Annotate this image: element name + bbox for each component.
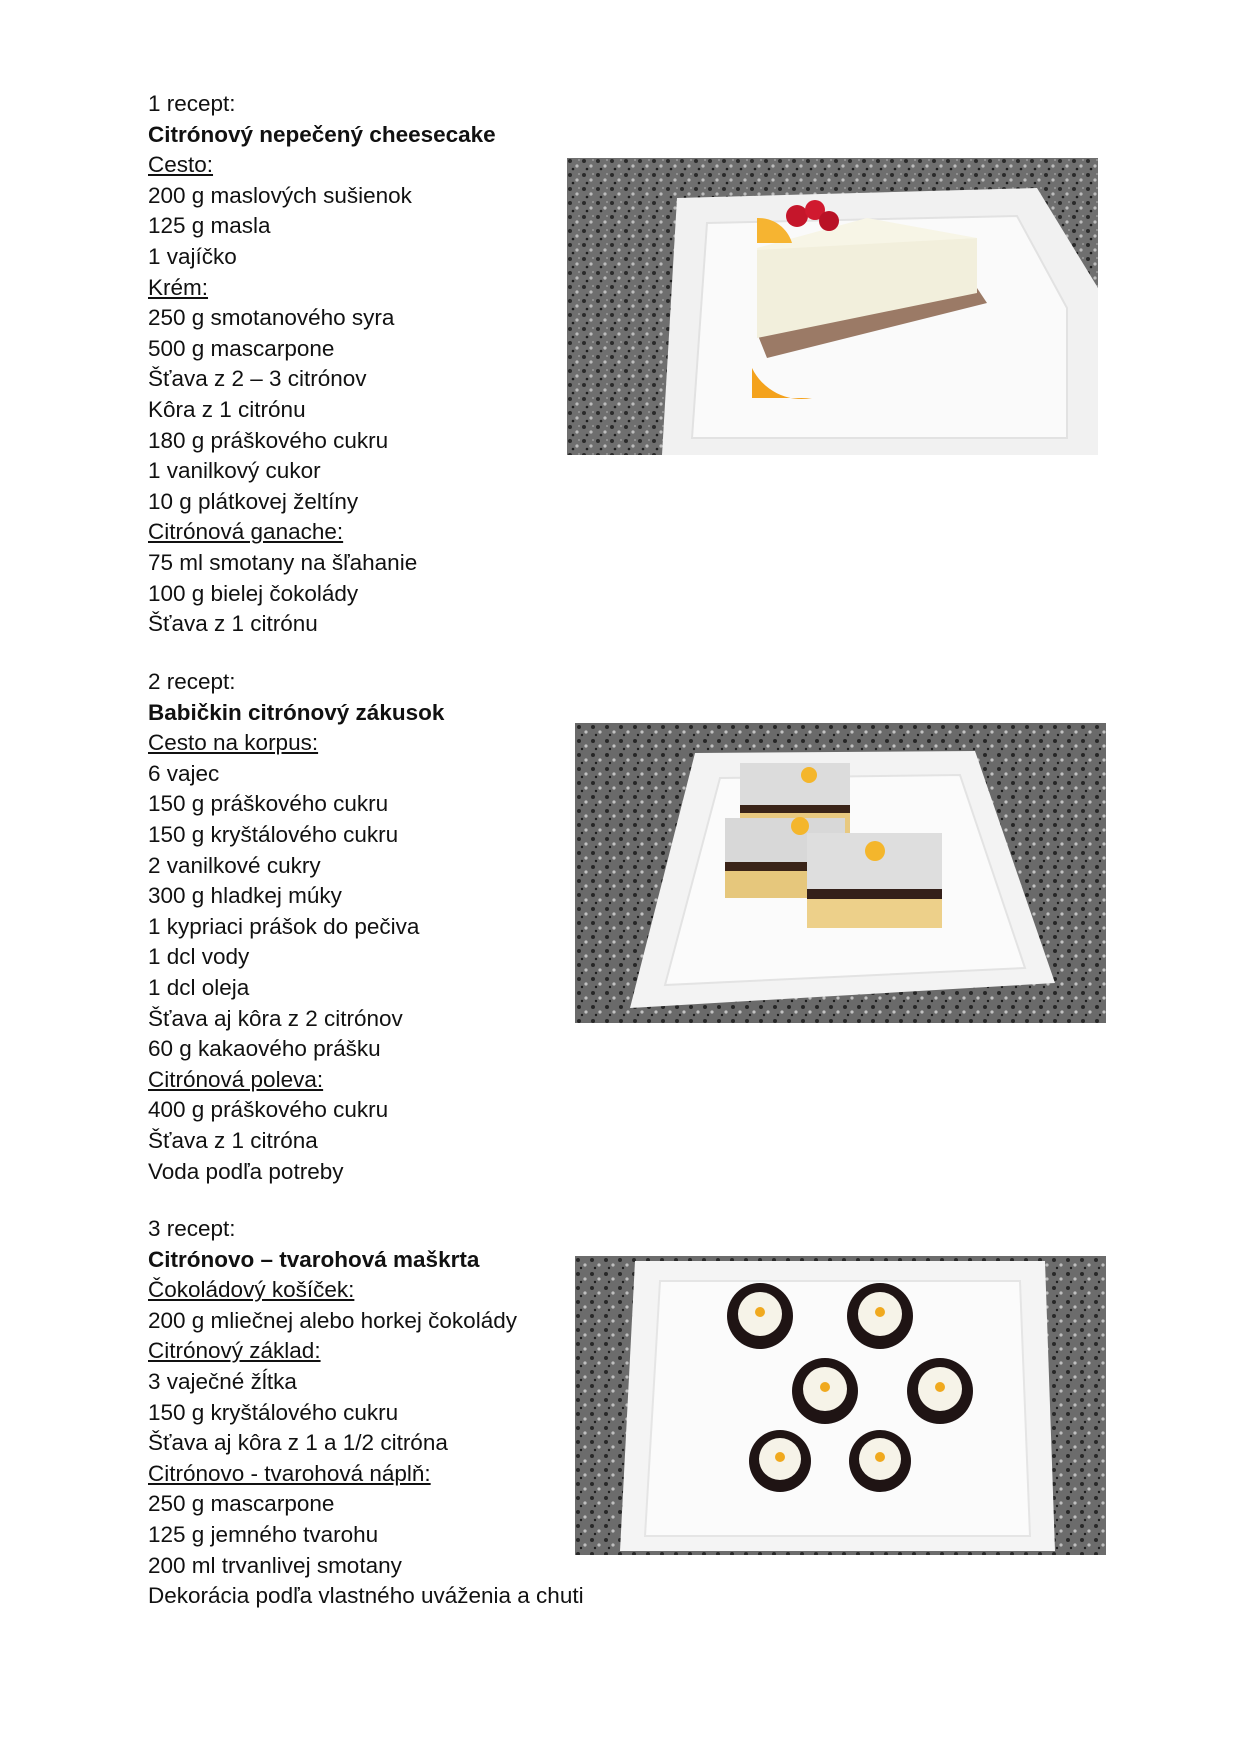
lemon-cheesecake-slice-photo [567,158,1098,455]
ingredient: 150 g kryštálového cukru [148,1399,399,1425]
recipe-title: Babičkin citrónový zákusok [148,699,445,725]
ingredient: 1 dcl vody [148,944,250,970]
section-heading: Citrónová ganache: [148,519,344,545]
ingredient: 75 ml smotany na šľahanie [148,549,418,575]
section-heading: Krém: [148,274,209,300]
section-heading: Cesto na korpus: [148,730,319,756]
ingredient: 400 g práškového cukru [148,1097,389,1123]
ingredient: Šťava z 2 – 3 citrónov [148,366,367,392]
recipe-1 [148,89,496,640]
ingredient: 200 ml trvanlivej smotany [148,1552,402,1578]
ingredient: Voda podľa potreby [148,1158,344,1184]
ingredient: Dekorácia podľa vlastného uváženia a chuti [148,1583,584,1609]
ingredient: Šťava aj kôra z 2 citrónov [148,1005,403,1031]
section-heading: Citrónovo - tvarohová náplň: [148,1460,431,1486]
recipe-2 [148,667,444,1187]
ingredient: 100 g bielej čokolády [148,580,359,606]
chocolate-cups-photo [575,1256,1106,1555]
section-heading: Cesto: [148,152,214,178]
ingredient: 180 g práškového cukru [148,427,389,453]
recipe-3 [148,1214,584,1612]
lemon-cake-squares-photo [575,723,1106,1023]
recipe-label: 3 recept: [148,1216,236,1241]
ingredient: 150 g kryštálového cukru [148,821,399,847]
ingredient: 500 g mascarpone [148,335,335,361]
ingredient: 60 g kakaového prášku [148,1036,381,1062]
ingredient: 10 g plátkovej želtíny [148,488,359,514]
ingredient: Šťava z 1 citrónu [148,611,318,637]
ingredient: 3 vaječné žĺtka [148,1368,297,1394]
ingredient: 1 vanilkový cukor [148,458,321,484]
ingredient: 125 g masla [148,213,271,239]
ingredient: 300 g hladkej múky [148,883,342,909]
ingredient: 125 g jemného tvarohu [148,1521,379,1547]
ingredient: 6 vajec [148,760,220,786]
ingredient: 1 dcl oleja [148,974,250,1000]
ingredient: Šťava aj kôra z 1 a 1/2 citróna [148,1430,448,1456]
section-heading: Citrónová poleva: [148,1066,324,1092]
ingredient: 150 g práškového cukru [148,791,389,817]
ingredient: 250 g smotanového syra [148,305,395,331]
ingredient: 200 g maslových sušienok [148,182,412,208]
ingredient: 1 kypriaci prášok do pečiva [148,913,420,939]
recipe-title: Citrónovo – tvarohová maškrta [148,1246,480,1272]
section-heading: Citrónový základ: [148,1338,321,1364]
ingredient: 1 vajíčko [148,243,237,269]
section-heading: Čokoládový košíček: [148,1277,355,1303]
ingredient: Kôra z 1 citrónu [148,396,306,422]
ingredient: 2 vanilkové cukry [148,852,321,878]
recipe-title: Citrónový nepečený cheesecake [148,121,496,147]
recipe-label: 2 recept: [148,669,236,694]
ingredient: 200 g mliečnej alebo horkej čokolády [148,1307,517,1333]
ingredient: 250 g mascarpone [148,1491,335,1517]
ingredient: Šťava z 1 citróna [148,1127,318,1153]
recipe-label: 1 recept: [148,91,236,116]
